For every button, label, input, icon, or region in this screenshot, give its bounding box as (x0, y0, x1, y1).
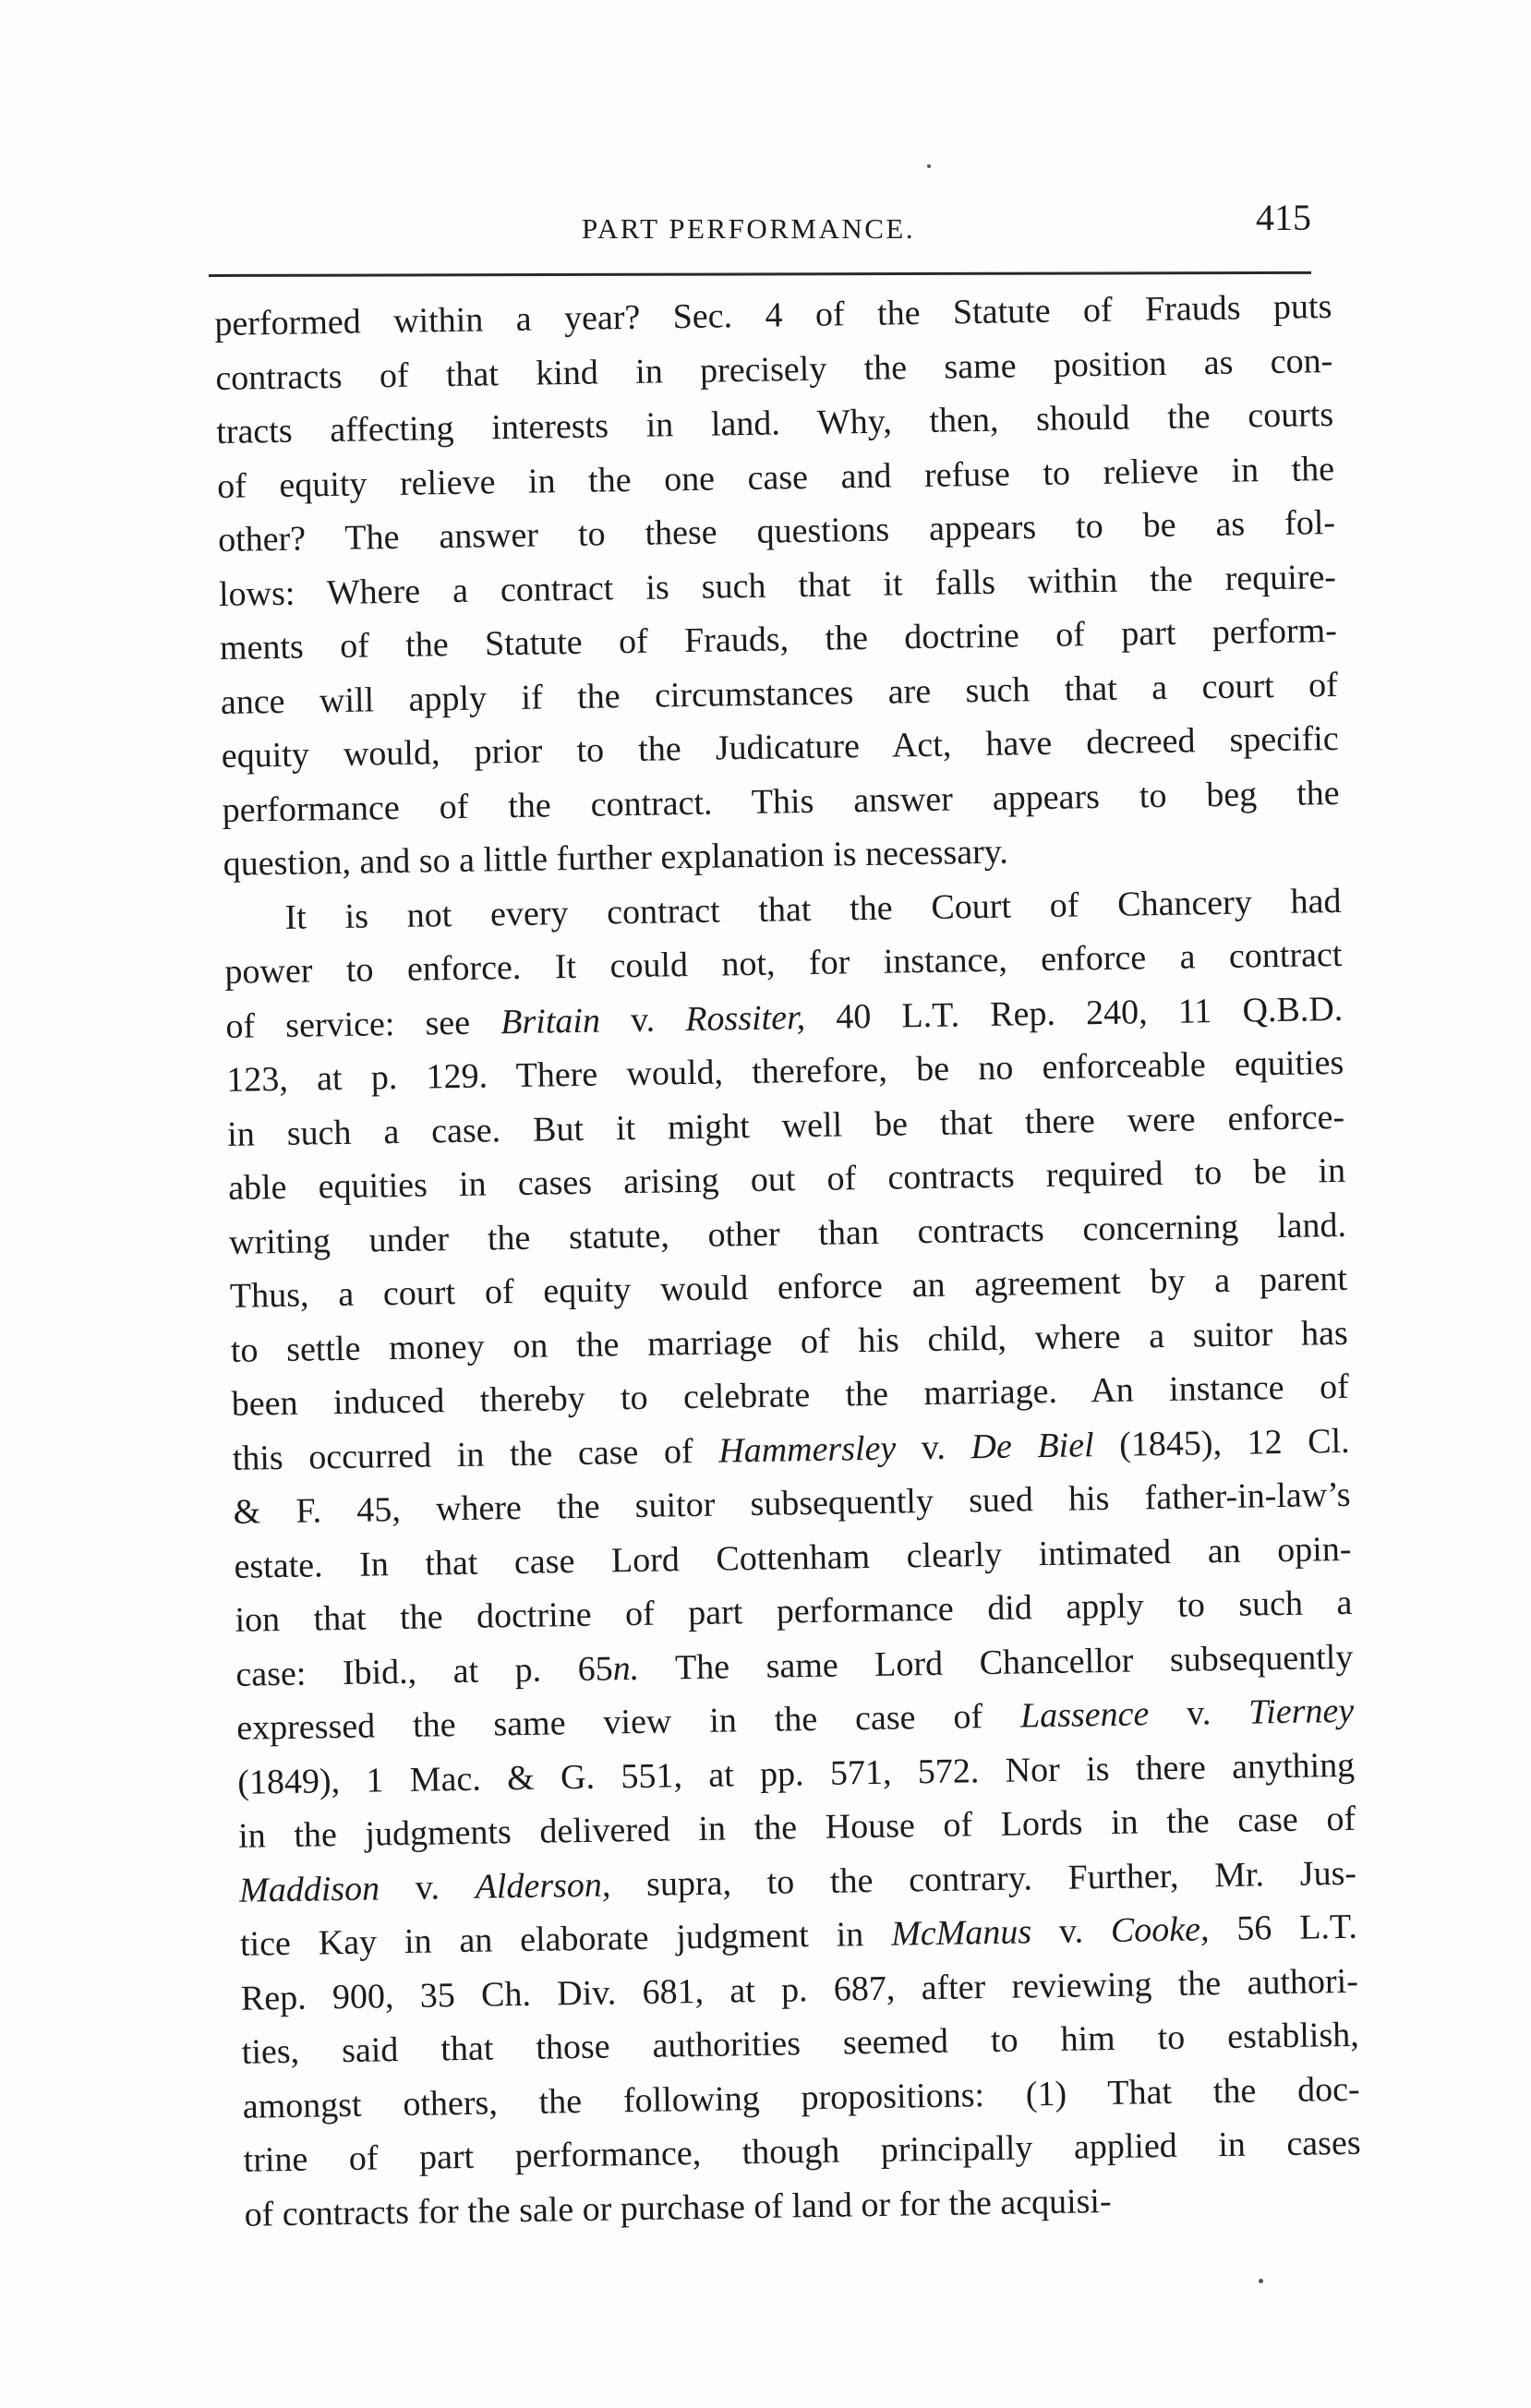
running-title: PART PERFORMANCE. (582, 212, 916, 245)
running-head (208, 196, 1311, 251)
text-segment: supra, to the contrary. Further, Mr. Jus- (610, 1853, 1357, 1904)
text-segment: writing under the statute, other than contracts concerning land. (228, 1205, 1347, 1262)
text-segment: performed within a year? Sec. 4 of the Statute of Frauds puts (214, 286, 1332, 343)
text-segment: v. (895, 1427, 971, 1468)
text-segment: v. (599, 999, 686, 1041)
text-segment: ion that the doctrine of part performance did apply to such a (235, 1583, 1353, 1640)
text-segment: of contracts for the sale or purchase of land or for the acquisi- (244, 2181, 1112, 2234)
text-segment: of equity relieve in the one case and refuse to relieve in the (216, 449, 1335, 506)
text-segment: other? The answer to these questions appears to be as fol- (217, 502, 1336, 560)
text-segment: & F. 45, where the suitor subsequently sued his father-in-law’s (233, 1475, 1351, 1532)
text-segment: ties, said that those authorities seemed to him to establish, (241, 2015, 1360, 2072)
text-segment: Rep. 900, 35 Ch. Div. 681, at p. 687, after reviewing the authori- (240, 1961, 1359, 2018)
text-segment: to settle money on the marriage of his child, where a suitor has (230, 1313, 1349, 1370)
text-segment: contracts of that kind in precisely the same position as con- (215, 341, 1333, 398)
text-segment: in such a case. But it might well be that there were enforce- (226, 1097, 1345, 1154)
case-name: Rossiter, (684, 997, 806, 1039)
text-segment: 56 L.T. (1209, 1907, 1358, 1949)
text-segment: able equities in cases arising out of contracts required to be in (227, 1150, 1346, 1208)
text-segment: of service: see (225, 1002, 501, 1046)
text-segment: case: Ibid., at p. 65 (235, 1648, 613, 1694)
case-name: Maddison (238, 1868, 380, 1910)
text-segment: tracts affecting interests in land. Why, then, should the courts (215, 394, 1334, 452)
text-segment: trine of part performance, though principally applied in cases (243, 2123, 1361, 2180)
text-segment: been induced thereby to celebrate the marriage. An instance of (231, 1367, 1350, 1424)
text-segment: (1849), 1 Mac. & G. 551, at pp. 571, 572. Nor is there anything (236, 1745, 1356, 1802)
body-text (214, 280, 1362, 2242)
text-segment: (1845), 12 Cl. (1093, 1421, 1350, 1464)
text-segment: this occurred in the case of (232, 1431, 719, 1478)
case-name: McManus (890, 1912, 1032, 1954)
case-name: Lassence (1019, 1694, 1150, 1736)
case-name: Hammersley (717, 1428, 897, 1471)
case-name: Britain (500, 1001, 601, 1041)
text-segment: in the judgments delivered in the House of Lords in the case of (237, 1799, 1356, 1856)
text-segment: It is not every contract that the Court of Chancery had (284, 881, 1342, 937)
header-rule (209, 271, 1311, 277)
print-speck (927, 164, 931, 168)
text-segment: ance will apply if the circumstances are such that a court of (220, 665, 1339, 722)
text-segment: power to enforce. It could not, for instance, enforce a contract (224, 934, 1343, 992)
text-segment: equity would, prior to the Judicature Act, have decreed specific (221, 718, 1339, 776)
text-segment: 40 L.T. Rep. 240, 11 Q.B.D. (804, 989, 1344, 1037)
print-speck (1259, 2279, 1263, 2283)
text-segment: tice Kay in an elaborate judgment in (239, 1914, 892, 1964)
text-segment: v. (379, 1867, 476, 1908)
text-segment: performance of the contract. This answer appears to beg the (222, 773, 1340, 830)
case-name: Cooke, (1110, 1909, 1210, 1950)
text-segment: The same Lord Chancellor subsequently (638, 1637, 1354, 1688)
text-segment: v. (1031, 1910, 1112, 1952)
text-segment: question, and so a little further explanation is necessary. (223, 832, 1009, 884)
text-segment: estate. In that case Lord Cottenham clearly intimated an opin- (234, 1529, 1352, 1586)
text-segment: 123, at p. 129. There would, therefore, be no enforceable equities (225, 1042, 1344, 1100)
case-name: Alderson, (475, 1864, 611, 1907)
text-segment: amongst others, the following propositions: (1) That the doc- (242, 2069, 1360, 2126)
case-name: Tierney (1248, 1691, 1355, 1732)
text-segment: Thus, a court of equity would enforce an agreement by a parent (229, 1258, 1348, 1316)
text-segment: lows: Where a contract is such that it falls within the require- (218, 557, 1337, 614)
text-segment: ments of the Statute of Frauds, the doctrine of part perform- (219, 610, 1338, 668)
text-segment: v. (1148, 1692, 1249, 1734)
case-name: De Biel (970, 1425, 1094, 1466)
text-segment: expressed the same view in the case of (236, 1696, 1021, 1748)
case-name: n. (612, 1648, 640, 1688)
page-number: 415 (1256, 197, 1311, 238)
